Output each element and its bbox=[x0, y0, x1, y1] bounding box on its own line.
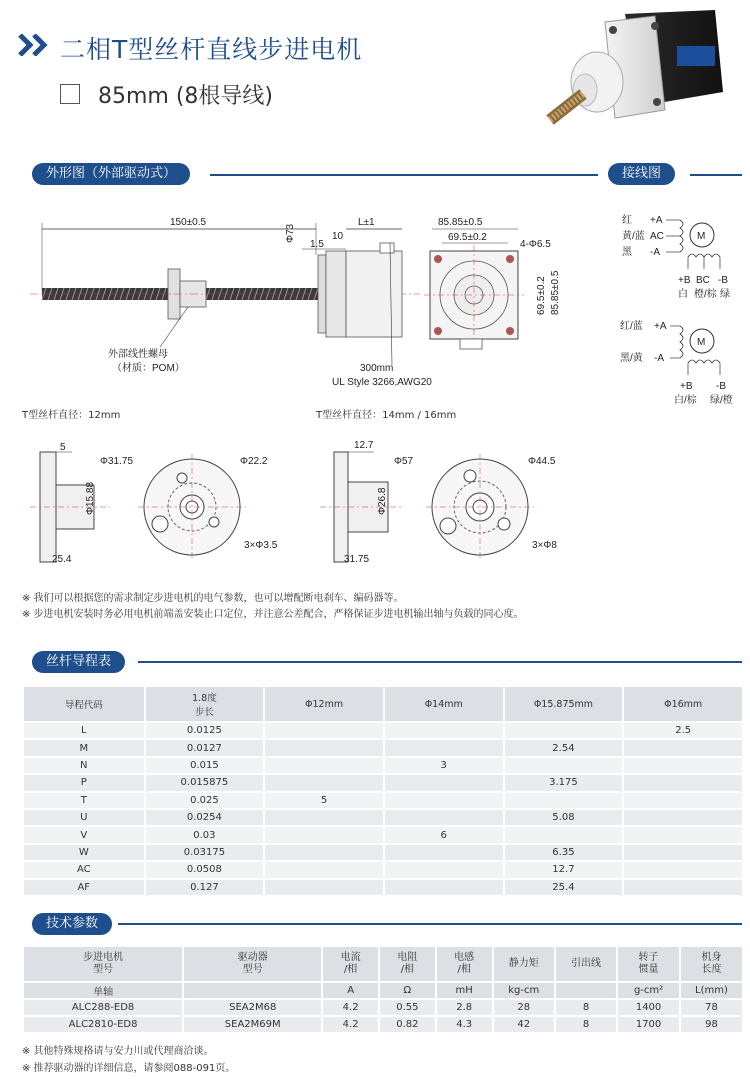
svg-text:黑/黄: 黑/黄 bbox=[620, 353, 643, 364]
col-header: Φ12mm bbox=[265, 687, 383, 721]
table-row: M 0.0127 2.54 bbox=[24, 740, 742, 755]
section-divider bbox=[138, 661, 742, 663]
svg-text:黑: 黑 bbox=[622, 247, 632, 258]
section-tab-lead: 丝杆导程表 bbox=[32, 651, 125, 673]
dim-v85-85: 85.85±0.5 bbox=[550, 270, 561, 315]
note-1: ※ 我们可以根据您的需求制定步进电机的电气参数，也可以增配断电刹车、编码器等。 bbox=[22, 593, 404, 604]
nut-caption-right: T型丝杆直径：14mm / 16mm bbox=[316, 410, 457, 421]
section-divider bbox=[210, 174, 598, 176]
table-row: N 0.015 3 bbox=[24, 758, 742, 773]
nut-material: （材质：POM） bbox=[112, 363, 185, 374]
col-header: 1.8度 步长 bbox=[146, 687, 264, 721]
svg-text:+A: +A bbox=[650, 215, 663, 226]
col-header: 导程代码 bbox=[24, 687, 144, 721]
outline-drawing bbox=[20, 195, 600, 395]
table-row: T 0.025 5 bbox=[24, 793, 742, 808]
svg-text:Φ15.88: Φ15.88 bbox=[85, 481, 96, 515]
svg-text:橙/棕: 橙/棕 bbox=[694, 289, 717, 300]
svg-text:+B: +B bbox=[678, 275, 691, 286]
dim-L: L±1 bbox=[358, 217, 375, 228]
table-row: ALC288-ED8 SEA2M68 4.2 0.55 2.8 28 8 1400 78 bbox=[24, 1000, 742, 1015]
section-tab-specs: 技术参数 bbox=[32, 913, 112, 935]
col-header: Φ15.875mm bbox=[505, 687, 623, 721]
svg-text:3×Φ3.5: 3×Φ3.5 bbox=[244, 540, 278, 551]
svg-text:Φ44.5: Φ44.5 bbox=[528, 456, 556, 467]
svg-text:3×Φ8: 3×Φ8 bbox=[532, 540, 557, 551]
nut-drawing-12mm bbox=[20, 430, 300, 570]
svg-text:-A: -A bbox=[654, 353, 664, 364]
svg-text:红/蓝: 红/蓝 bbox=[620, 321, 643, 332]
dim-1-5: 1.5 bbox=[310, 239, 324, 250]
note-2: ※ 步进电机安装时务必用电机前端盖安装止口定位，并注意公差配合，严格保证步进电机输出轴与负载的同心度。 bbox=[22, 609, 524, 620]
dim-150: 150±0.5 bbox=[170, 217, 207, 228]
dim-69-5: 69.5±0.2 bbox=[448, 232, 487, 243]
svg-text:绿/橙: 绿/橙 bbox=[710, 395, 733, 406]
nut-caption-left: T型丝杆直径：12mm bbox=[22, 410, 121, 421]
wiring-diagram bbox=[614, 205, 744, 410]
table-row: W 0.03175 6.35 bbox=[24, 845, 742, 860]
lead-table-header bbox=[24, 687, 742, 721]
svg-text:红: 红 bbox=[622, 215, 632, 226]
subtitle-box-icon bbox=[60, 84, 80, 104]
motor-symbol: M bbox=[697, 337, 706, 348]
lead-table bbox=[22, 685, 744, 897]
cable-length: 300mm bbox=[360, 363, 394, 374]
footer-note-2: ※ 推荐驱动器的详细信息，请参阅088-091页。 bbox=[22, 1063, 236, 1074]
motor-symbol: M bbox=[697, 231, 706, 242]
svg-text:BC: BC bbox=[696, 275, 710, 286]
svg-text:Φ26.8: Φ26.8 bbox=[377, 487, 388, 515]
dim-phi73: Φ73 bbox=[285, 223, 296, 243]
svg-text:12.7: 12.7 bbox=[354, 440, 374, 451]
col-header: Φ14mm bbox=[385, 687, 503, 721]
svg-text:31.75: 31.75 bbox=[344, 554, 370, 565]
section-tab-outline: 外形图（外部驱动式） bbox=[32, 163, 190, 185]
page-title: 二相T型丝杆直线步进电机 bbox=[60, 35, 363, 64]
svg-text:白/棕: 白/棕 bbox=[674, 395, 697, 406]
table-row: ALC2810-ED8 SEA2M69M 4.2 0.82 4.3 42 8 1700 98 bbox=[24, 1017, 742, 1032]
footer-note-1: ※ 其他特殊规格请与安力川或代理商洽谈。 bbox=[22, 1046, 214, 1057]
svg-text:白: 白 bbox=[678, 289, 688, 300]
table-row: AC 0.0508 12.7 bbox=[24, 862, 742, 877]
chevron-right-icon bbox=[18, 34, 58, 56]
svg-text:Φ31.75: Φ31.75 bbox=[100, 456, 134, 467]
section-tab-wiring: 接线图 bbox=[608, 163, 675, 185]
page-subtitle: 85mm (8根导线) bbox=[98, 84, 274, 109]
section-divider bbox=[118, 923, 742, 925]
table-row: P 0.015875 3.175 bbox=[24, 775, 742, 790]
svg-text:Φ22.2: Φ22.2 bbox=[240, 456, 268, 467]
cable-spec: UL Style 3266,AWG20 bbox=[332, 377, 432, 388]
dim-85-85: 85.85±0.5 bbox=[438, 217, 483, 228]
svg-text:+A: +A bbox=[654, 321, 667, 332]
svg-text:+B: +B bbox=[680, 381, 693, 392]
nut-drawing-14-16mm bbox=[310, 430, 590, 570]
specs-table bbox=[22, 945, 744, 1034]
svg-text:绿: 绿 bbox=[720, 289, 730, 300]
specs-table-header: 步进电机 型号 驱动器 型号 电流 /相 电阻 /相 电感 /相 静力矩 引出线 转子 惯量 机身 长度 bbox=[24, 947, 742, 981]
table-row: U 0.0254 5.08 bbox=[24, 810, 742, 825]
table-row: AF 0.127 25.4 bbox=[24, 880, 742, 895]
col-header: Φ16mm bbox=[624, 687, 742, 721]
svg-text:-B: -B bbox=[718, 275, 728, 286]
svg-text:黄/蓝: 黄/蓝 bbox=[622, 231, 645, 242]
svg-text:-A: -A bbox=[650, 247, 660, 258]
dim-10: 10 bbox=[332, 231, 344, 242]
motor-product-image bbox=[545, 6, 730, 136]
svg-text:5: 5 bbox=[60, 442, 66, 453]
table-row: V 0.03 6 bbox=[24, 827, 742, 842]
units-row: 单轴 A Ω mH kg-cm g-cm² L(mm) bbox=[24, 983, 742, 998]
svg-text:AC: AC bbox=[650, 231, 664, 242]
svg-text:25.4: 25.4 bbox=[52, 554, 72, 565]
dim-hole: 4-Φ6.5 bbox=[520, 239, 551, 250]
svg-text:Φ57: Φ57 bbox=[394, 456, 414, 467]
section-divider bbox=[690, 174, 742, 176]
svg-text:-B: -B bbox=[716, 381, 726, 392]
dim-v69-5: 69.5±0.2 bbox=[536, 276, 547, 315]
nut-label: 外部线性螺母 bbox=[108, 349, 168, 360]
table-row: L 0.0125 2.5 bbox=[24, 723, 742, 738]
